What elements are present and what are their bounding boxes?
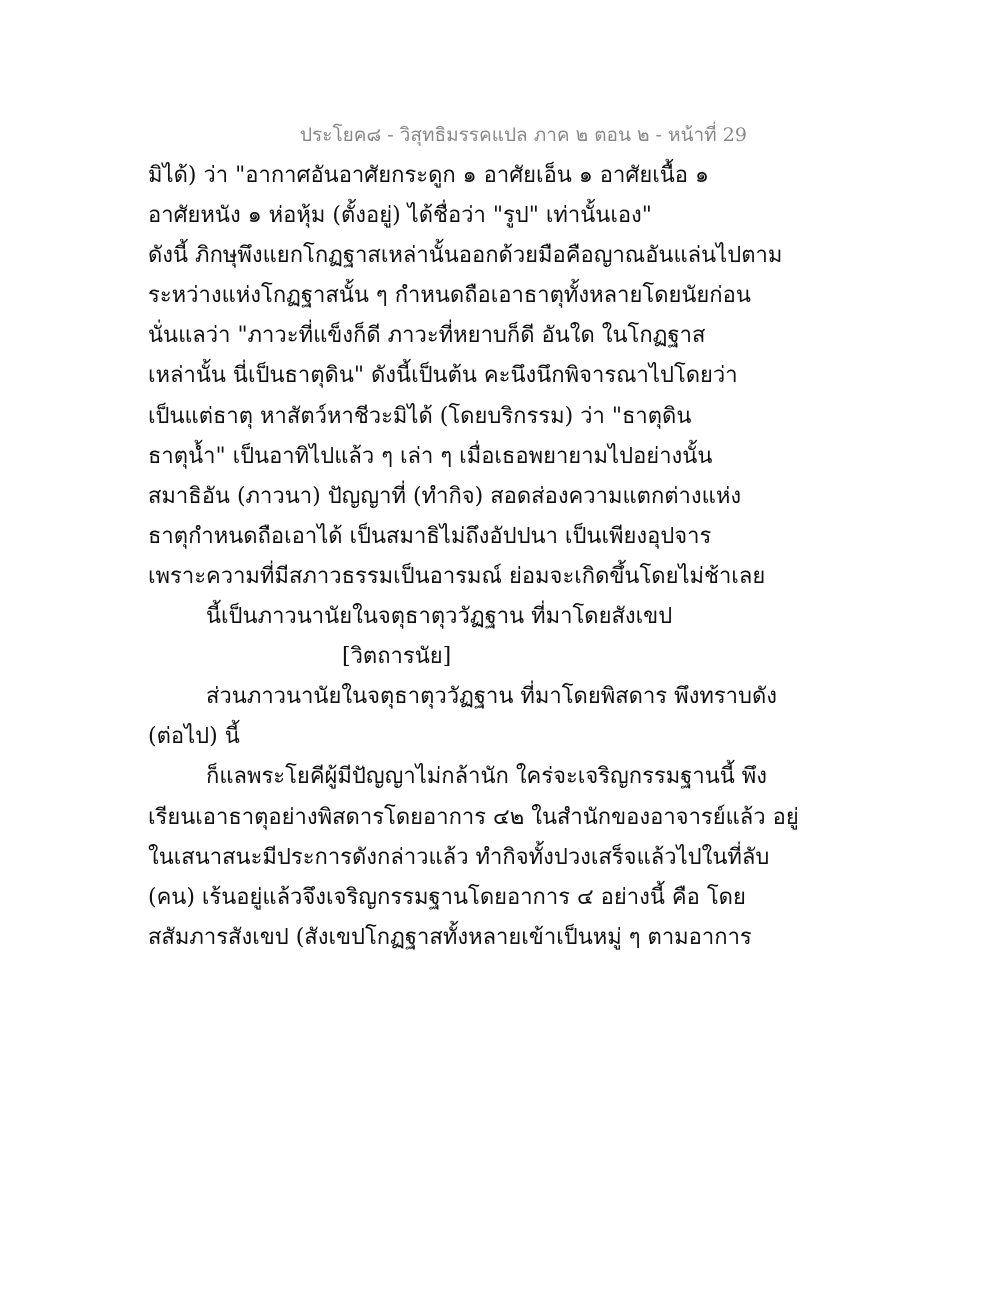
text-line: ธาตุกำหนดถือเอาได้ เป็นสมาธิไม่ถึงอัปปนา เป็นเพียงอุปจาร <box>148 523 712 549</box>
paragraph-first-line: ก็แลพระโยคีผู้มีปัญญาไม่กล้านัก ใคร่จะเจริญกรรมฐานนี้ พึง <box>206 764 768 790</box>
text-line: เรียนเอาธาตุอย่างพิสดารโดยอาการ ๔๒ ในสำนักของอาจารย์แล้ว อยู่ <box>148 804 799 830</box>
text-line: ในเสนาสนะมีประการดังกล่าวแล้ว ทำกิจทั้งปวงเสร็จแล้วไปในที่ลับ <box>148 844 770 870</box>
text-line: เพราะความที่มีสภาวธรรมเป็นอารมณ์ ย่อมจะเกิดขึ้นโดยไม่ช้าเลย <box>148 563 766 589</box>
text-line: นั่นแลว่า "ภาวะที่แข็งก็ดี ภาวะที่หยาบก็ดี อันใด ในโกฏฐาส <box>148 323 706 349</box>
text-line: เหล่านั้น นี่เป็นธาตุดิน" ดังนี้เป็นต้น คะนึงนึกพิจารณาไปโดยว่า <box>148 363 738 389</box>
text-line: สมาธิอัน (ภาวนา) ปัญญาที่ (ทำกิจ) สอดส่องความแตกต่างแห่ง <box>148 483 742 509</box>
paragraph-first-line: ส่วนภาวนานัยในจตุธาตุววัฏฐาน ที่มาโดยพิสดาร พึงทราบดัง <box>206 684 778 710</box>
text-line: ธาตุน้ำ" เป็นอาทิไปแล้ว ๆ เล่า ๆ เมื่อเธอพยายามไปอย่างนั้น <box>148 443 713 469</box>
text-line: ระหว่างแห่งโกฏฐาสนั้น ๆ กำหนดถือเอาธาตุทั้งหลายโดยนัยก่อน <box>148 283 751 309</box>
text-line: (ต่อไป) นี้ <box>148 724 240 750</box>
text-line: เป็นแต่ธาตุ หาสัตว์หาชีวะมิได้ (โดยบริกรรม) ว่า "ธาตุดิน <box>148 403 692 429</box>
running-header: ประโยค๘ - วิสุทธิมรรคแปล ภาค ๒ ตอน ๒ - หน้าที่ 29 <box>300 124 747 146</box>
text-line: มิได้) ว่า "อากาศอันอาศัยกระดูก ๑ อาศัยเอ็น ๑ อาศัยเนื้อ ๑ <box>148 163 709 188</box>
text-line: อาศัยหนัง ๑ ห่อหุ้ม (ตั้งอยู่) ได้ชื่อว่า "รูป" เท่านั้นเอง" <box>148 203 652 229</box>
text-line: ดังนี้ ภิกษุพึงแยกโกฏฐาสเหล่านั้นออกด้วยมือคือญาณอันแล่นไปตาม <box>148 243 783 269</box>
text-line: (คน) เร้นอยู่แล้วจึงเจริญกรรมฐานโดยอาการ ๔ อย่างนี้ คือ โดย <box>148 884 746 910</box>
body-text <box>148 156 799 958</box>
paragraph-first-line: นี้เป็นภาวนานัยในจตุธาตุววัฏฐาน ที่มาโดยสังเขป <box>206 604 673 630</box>
section-heading: [วิตถารนัย] <box>342 644 452 670</box>
text-line: สสัมภารสังเขป (สังเขปโกฏฐาสทั้งหลายเข้าเป็นหมู่ ๆ ตามอาการ <box>148 924 752 950</box>
